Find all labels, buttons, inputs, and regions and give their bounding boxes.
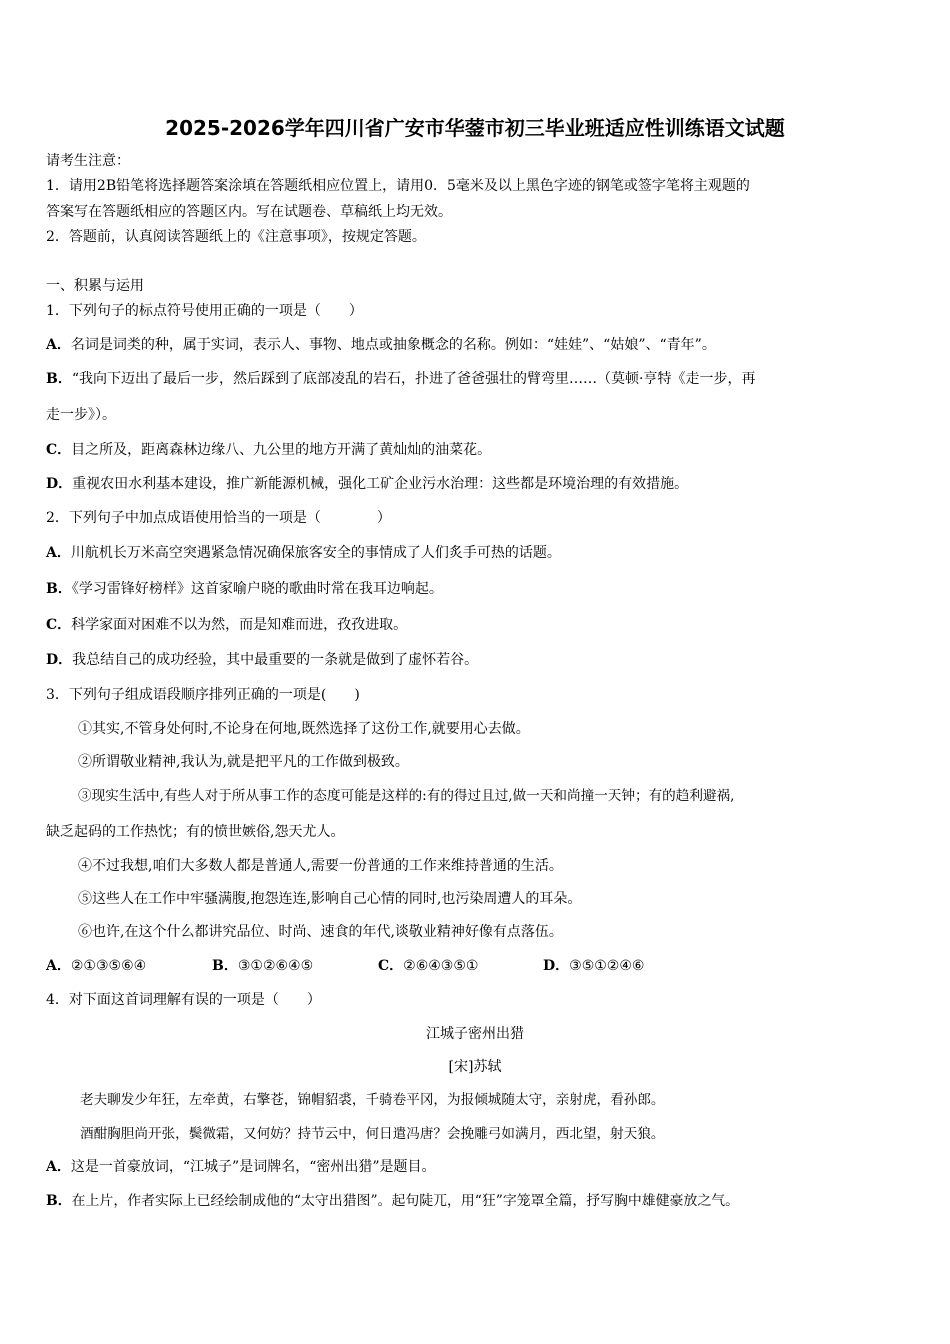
option-text: 我总结自己的成功经验，其中最重要的一条就是做到了虚怀若谷。 xyxy=(72,652,479,668)
q4-option-a xyxy=(46,1158,436,1176)
notice-item-2: 2．答题前，认真阅读答题纸上的《注意事项》，按规定答题。 xyxy=(46,229,426,245)
option-label: C． xyxy=(378,958,404,974)
option-label: C． xyxy=(46,442,72,458)
option-label: B． xyxy=(46,1193,72,1209)
q3-sentence-1: ①其实,不管身处何时,不论身在何地,既然选择了这份工作,就要用心去做。 xyxy=(78,721,530,737)
option-label: A． xyxy=(46,1159,71,1175)
option-text: ③⑤①②④⑥ xyxy=(569,958,645,974)
q3-sentence-3: ③现实生活中,有些人对于所从事工作的态度可能是这样的:有的得过且过,做一天和尚撞一天钟；有的趋利避祸, xyxy=(78,788,735,804)
option-text: 《学习雷锋好榜样》这首家喻户晓的歌曲时常在我耳边响起。 xyxy=(71,581,443,597)
option-label: D． xyxy=(46,652,73,668)
q3-stem: 3．下列句子组成语段顺序排列正确的一项是( ) xyxy=(46,687,360,703)
q3-sentence-5: ⑤这些人在工作中牢骚满腹,抱怨连连,影响自己心情的同时,也污染周遭人的耳朵。 xyxy=(78,891,582,907)
q1-option-d xyxy=(46,475,688,493)
option-label: A． xyxy=(46,545,71,561)
q3-option-d xyxy=(543,957,644,975)
section-heading: 一、积累与运用 xyxy=(46,278,144,294)
q3-options-row xyxy=(46,957,644,975)
poem-line-1: 老夫聊发少年狂，左牵黄，右擎苍，锦帽貂裘，千骑卷平冈，为报倾城随太守，亲射虎，看孙郎。 xyxy=(80,1092,665,1108)
option-label: A． xyxy=(46,958,71,974)
q3-sentence-3-cont: 缺乏起码的工作热忱；有的愤世嫉俗,怨天尤人。 xyxy=(46,824,345,840)
notice-heading: 请考生注意： xyxy=(46,153,130,169)
option-label: B． xyxy=(46,371,72,387)
q3-sentence-2: ②所谓敬业精神,我认为,就是把平凡的工作做到极致。 xyxy=(78,754,409,770)
q3-option-b xyxy=(212,957,378,975)
option-text: 重视农田水利基本建设，推广新能源机械，强化工矿企业污水治理：这些都是环境治理的有效措施。 xyxy=(72,476,689,492)
q2-option-b xyxy=(46,580,443,598)
poem-author: [宋]苏轼 xyxy=(448,1059,502,1075)
q1-option-a xyxy=(46,336,716,354)
option-text: 川航机长万米高空突遇紧急情况确保旅客安全的事情成了人们炙手可热的话题。 xyxy=(70,545,561,561)
option-label: B． xyxy=(212,958,238,974)
option-label: C． xyxy=(46,617,72,633)
q1-stem: 1．下列句子的标点符号使用正确的一项是（ ） xyxy=(46,303,363,319)
q3-option-a xyxy=(46,957,212,975)
q2-option-c xyxy=(46,616,407,634)
option-text: 目之所及，距离森林边缘八、九公里的地方开满了黄灿灿的油菜花。 xyxy=(71,442,492,458)
option-text: ②①③⑤⑥④ xyxy=(70,958,147,974)
q2-option-d xyxy=(46,651,478,669)
q4-stem: 4．对下面这首词理解有误的一项是（ ） xyxy=(46,992,321,1008)
option-text: “我向下迈出了最后一步，然后踩到了底部凌乱的岩石，扑进了爸爸强壮的臂弯里……（莫顿·亨特《走一步，再 xyxy=(71,371,756,387)
option-label: D． xyxy=(543,958,570,974)
option-text: 这是一首豪放词，“江城子”是词牌名，“密州出猎”是题目。 xyxy=(70,1159,436,1175)
q3-sentence-4: ④不过我想,咱们大多数人都是普通人,需要一份普通的工作来维持普通的生活。 xyxy=(78,858,563,874)
q1-option-b-cont: 走一步》）。 xyxy=(46,407,116,423)
q4-option-b xyxy=(46,1192,739,1210)
q2-option-a xyxy=(46,544,561,562)
q1-option-c xyxy=(46,441,491,459)
q3-option-c xyxy=(378,957,543,975)
option-text: ③①②⑥④⑤ xyxy=(237,958,314,974)
option-text: 名词是词类的种，属于实词，表示人、事物、地点或抽象概念的名称。例如：“娃娃”、“姑娘”、“青年”。 xyxy=(70,337,716,353)
option-label: B． xyxy=(46,581,72,597)
option-label: A． xyxy=(46,337,71,353)
notice-item-1-line-2: 答案写在答题纸相应的答题区内。写在试题卷、草稿纸上均无效。 xyxy=(46,204,452,220)
exam-title: 2025-2026学年四川省广安市华蓥市初三毕业班适应性训练语文试题 xyxy=(165,116,785,140)
notice-item-1-line-1: 1．请用2B铅笔将选择题答案涂填在答题纸相应位置上，请用0．5毫米及以上黑色字迹的钢笔或签字笔将主观题的 xyxy=(46,178,750,194)
poem-line-2: 酒酣胸胆尚开张，鬓微霜，又何妨？持节云中，何日遣冯唐？会挽雕弓如满月，西北望，射天狼。 xyxy=(80,1126,665,1142)
q2-stem: 2．下列句子中加点成语使用恰当的一项是（ ） xyxy=(46,510,391,526)
q3-sentence-6: ⑥也许,在这个什么都讲究品位、时尚、速食的年代,谈敬业精神好像有点落伍。 xyxy=(78,924,563,940)
option-label: D． xyxy=(46,476,73,492)
poem-title: 江城子密州出猎 xyxy=(426,1026,524,1042)
option-text: 科学家面对困难不以为然，而是知难而进，孜孜进取。 xyxy=(71,617,408,633)
option-text: 在上片，作者实际上已经绘制成他的“太守出猎图”。起句陡兀，用“狂”字笼罩全篇，抒写胸中雄健豪放之气。 xyxy=(71,1193,740,1209)
option-text: ②⑥④③⑤① xyxy=(403,958,479,974)
q1-option-b xyxy=(46,370,755,388)
